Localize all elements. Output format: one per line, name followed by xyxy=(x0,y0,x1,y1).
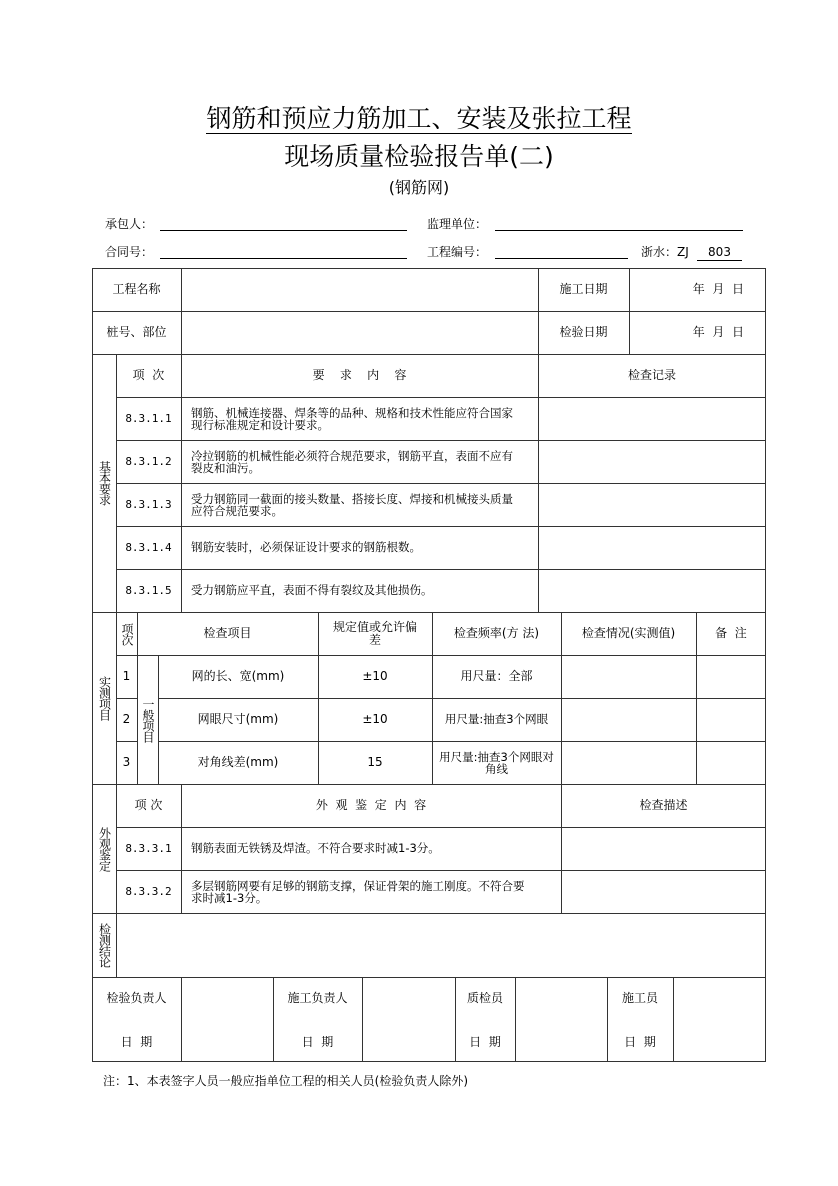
measured-row-item: 对角线差(mm) xyxy=(197,755,279,769)
basic-row-record[interactable] xyxy=(539,397,766,440)
project-no-field[interactable] xyxy=(495,258,628,259)
basic-row-record[interactable] xyxy=(539,526,766,569)
title-line-1 xyxy=(0,102,838,136)
construction-date-field[interactable]: 年 月 日 xyxy=(692,282,744,296)
measured-row-freq: 用尺量:抽查3个网眼对角线 xyxy=(439,749,554,776)
contract-no-field[interactable] xyxy=(160,258,407,259)
basic-row-record[interactable] xyxy=(539,483,766,526)
signature-field[interactable] xyxy=(516,977,607,1062)
appearance-col-content: 外 观 鉴 定 内 容 xyxy=(315,798,427,812)
signature-date-label: 日 期 xyxy=(469,1034,501,1049)
basic-col-item: 项 次 xyxy=(132,368,165,382)
measured-col-freq: 检查频率(方 法) xyxy=(453,626,540,640)
signature-date-label: 日 期 xyxy=(301,1034,334,1049)
basic-row-text: 钢筋、机械连接器、焊条等的品种、规格和技术性能应符合国家现行标准规定和设计要求。 xyxy=(191,405,513,432)
measured-row-spec: ±10 xyxy=(362,669,388,683)
form-code-value: 803 xyxy=(697,244,742,261)
measured-row-result[interactable] xyxy=(562,741,696,784)
supervisor-label: 监理单位： xyxy=(427,217,488,231)
measured-row-remark[interactable] xyxy=(697,655,766,698)
basic-col-record: 检查记录 xyxy=(627,368,676,382)
measured-row-result[interactable] xyxy=(562,698,696,741)
basic-col-content: 要 求 内 容 xyxy=(312,368,407,382)
measured-row-spec: ±10 xyxy=(362,712,388,726)
signature-role: 质检员 xyxy=(466,990,503,1005)
measured-row-remark[interactable] xyxy=(697,698,766,741)
measured-row-no: 3 xyxy=(122,755,131,769)
inspection-date-field[interactable]: 年 月 日 xyxy=(692,325,744,339)
basic-row-text: 受力钢筋应平直，表面不得有裂纹及其他损伤。 xyxy=(191,583,433,597)
appearance-row-desc[interactable] xyxy=(562,827,766,870)
basic-row-record[interactable] xyxy=(539,569,766,612)
measured-col-result: 检查情况(实测值) xyxy=(581,626,676,640)
basic-requirements-section-label: 基本要求 xyxy=(97,461,112,505)
signature-role: 检验负责人 xyxy=(106,990,167,1005)
appearance-col-item: 项 次 xyxy=(134,798,163,812)
measured-col-spec: 规定值或允许偏差 xyxy=(332,619,417,647)
appearance-section-label: 外观鉴定 xyxy=(97,826,112,871)
measured-row-item: 网的长、宽(mm) xyxy=(191,669,285,683)
measured-row-freq: 用尺量:抽查3个网眼 xyxy=(444,712,549,726)
basic-row-record[interactable] xyxy=(539,440,766,483)
footnote: 注：1、本表签字人员一般应指单位工程的相关人员(检验负责人除外) xyxy=(103,1074,469,1088)
measured-row-item: 网眼尺寸(mm) xyxy=(197,712,279,726)
measured-group-label: 一般项目 xyxy=(141,697,155,742)
project-name-label: 工程名称 xyxy=(112,282,161,296)
signature-role: 施工负责人 xyxy=(287,990,348,1005)
signature-field[interactable] xyxy=(363,977,455,1062)
appearance-col-desc: 检查描述 xyxy=(639,798,688,812)
inspection-date-label: 检验日期 xyxy=(559,325,608,339)
signature-field[interactable] xyxy=(182,977,273,1062)
title-line-1-text: 钢筋和预应力筋加工、安装及张拉工程 xyxy=(206,104,632,133)
title-line-2: 现场质量检验报告单(二) xyxy=(284,142,554,171)
basic-row-text: 钢筋安装时，必须保证设计要求的钢筋根数。 xyxy=(191,540,421,554)
basic-row-code: 8.3.1.4 xyxy=(125,541,172,554)
basic-row-text: 受力钢筋同一截面的接头数量、搭接长度、焊接和机械接头质量应符合规范要求。 xyxy=(191,491,513,518)
title-line-3: (钢筋网) xyxy=(388,178,450,197)
basic-row-text: 冷拉钢筋的机械性能必须符合规范要求，钢筋平直，表面不应有裂皮和油污。 xyxy=(191,448,513,475)
appearance-row-code: 8.3.3.2 xyxy=(125,885,172,898)
appearance-row-text: 钢筋表面无铁锈及焊渣。不符合要求时减1-3分。 xyxy=(191,841,440,855)
basic-row-code: 8.3.1.5 xyxy=(125,584,172,597)
project-name-field[interactable] xyxy=(182,268,538,311)
conclusion-field[interactable] xyxy=(117,913,766,977)
basic-row-code: 8.3.1.2 xyxy=(125,455,172,468)
contract-no-label: 合同号： xyxy=(105,245,154,259)
station-location-field[interactable] xyxy=(182,311,538,354)
basic-row-code: 8.3.1.1 xyxy=(125,412,172,425)
measured-row-result[interactable] xyxy=(562,655,696,698)
basic-row-code: 8.3.1.3 xyxy=(125,498,172,511)
measured-col-remark: 备 注 xyxy=(715,626,747,640)
signature-date-label: 日 期 xyxy=(624,1034,656,1049)
appearance-row-text: 多层钢筋网要有足够的钢筋支撑，保证骨架的施工刚度。不符合要求时减1-3分。 xyxy=(191,878,525,905)
measured-row-no: 2 xyxy=(122,712,131,726)
construction-date-label: 施工日期 xyxy=(559,282,608,296)
measured-items-section-label: 实测项目 xyxy=(97,676,112,720)
signature-date-label: 日 期 xyxy=(120,1034,153,1049)
supervisor-field[interactable] xyxy=(495,230,743,231)
project-no-label: 工程编号： xyxy=(427,245,488,259)
measured-col-check: 检查项目 xyxy=(203,626,252,640)
appearance-row-code: 8.3.3.1 xyxy=(125,842,172,855)
measured-row-no: 1 xyxy=(122,669,131,683)
appearance-row-desc[interactable] xyxy=(562,870,766,913)
contractor-field[interactable] xyxy=(160,230,407,231)
form-code-label: 浙水：ZJ xyxy=(641,245,689,259)
measured-row-spec: 15 xyxy=(367,755,383,769)
measured-col-item: 项次 xyxy=(120,622,134,645)
signature-field[interactable] xyxy=(674,977,766,1062)
conclusion-section-label: 检测结论 xyxy=(97,923,112,967)
measured-row-freq: 用尺量：全部 xyxy=(460,669,533,683)
signature-role: 施工员 xyxy=(621,990,658,1005)
measured-row-remark[interactable] xyxy=(697,741,766,784)
station-location-label: 桩号、部位 xyxy=(106,325,167,339)
contractor-label: 承包人： xyxy=(105,217,154,231)
